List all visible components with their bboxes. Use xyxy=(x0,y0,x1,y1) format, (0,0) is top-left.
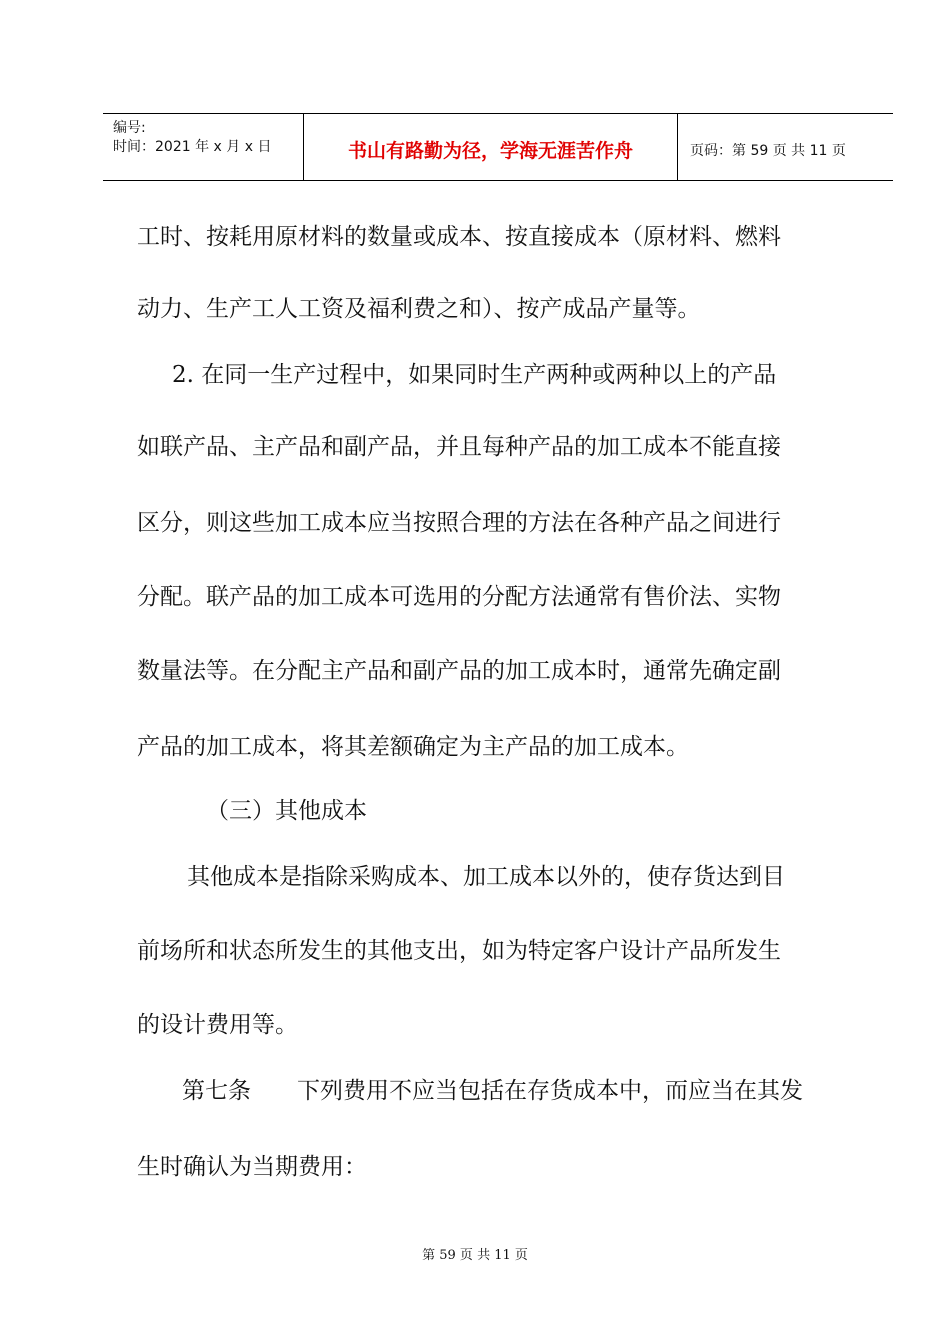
page-footer: 第 59 页 共 11 页 xyxy=(422,1248,528,1263)
body-line: 前场所和状态所发生的其他支出，如为特定客户设计产品所发生 xyxy=(137,938,781,964)
body-line: 分配。联产品的加工成本可选用的分配方法通常有售价法、实物 xyxy=(137,584,781,610)
header-page-number: 页码：第 59 页 共 11 页 xyxy=(690,143,846,159)
body-line: 数量法等。在分配主产品和副产品的加工成本时，通常先确定副 xyxy=(137,658,781,684)
body-line: 如联产品、主产品和副产品，并且每种产品的加工成本不能直接 xyxy=(137,434,781,460)
body-line: 其他成本是指除采购成本、加工成本以外的，使存货达到目 xyxy=(187,864,785,890)
header-info-cell xyxy=(103,114,304,180)
body-line: 生时确认为当期费用： xyxy=(137,1154,367,1180)
document-time-label: 时间：2021 年 x 月 x 日 xyxy=(113,139,272,155)
page-header xyxy=(103,113,893,181)
header-motto: 书山有路勤为径，学海无涯苦作舟 xyxy=(347,140,633,162)
section-heading: （三）其他成本 xyxy=(206,798,367,824)
body-line: 产品的加工成本，将其差额确定为主产品的加工成本。 xyxy=(137,734,689,760)
document-number-label: 编号: xyxy=(113,120,146,136)
body-line: 工时、按耗用原材料的数量或成本、按直接成本（原材料、燃料 xyxy=(137,224,781,250)
body-line: 的设计费用等。 xyxy=(137,1012,298,1038)
body-line: 2. 在同一生产过程中，如果同时生产两种或两种以上的产品 xyxy=(172,362,777,388)
header-page-cell xyxy=(678,114,893,180)
header-motto-cell xyxy=(304,114,678,180)
article-heading-line: 第七条 下列费用不应当包括在存货成本中，而应当在其发 xyxy=(182,1078,803,1104)
body-line: 区分，则这些加工成本应当按照合理的方法在各种产品之间进行 xyxy=(137,510,781,536)
body-line: 动力、生产工人工资及福利费之和）、按产成品产量等。 xyxy=(137,296,701,322)
